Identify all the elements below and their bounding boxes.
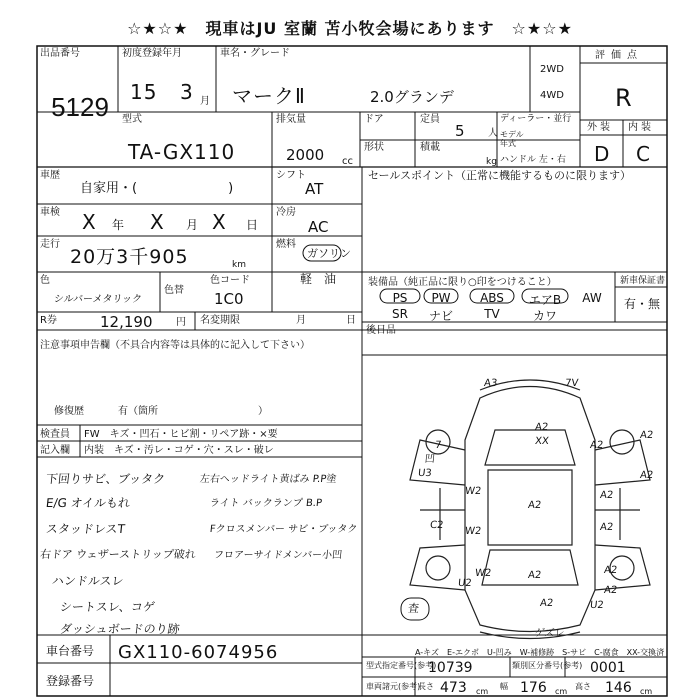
inspection-label: 車検 [40,207,60,218]
mark-5: A2 [589,440,604,451]
equipment-ps: PS [392,291,408,305]
checks-row2-items: 内装 キズ・汚レ・コゲ・穴・スレ・破レ [84,445,274,456]
fuel-label: 燃料 [276,239,296,250]
score-label: 評価点 [595,50,643,61]
mark-3: A2 [534,422,549,433]
mark-2: 7V [564,378,579,389]
equipment-pw: PW [431,291,451,305]
length-value: 473 [440,680,467,696]
fuel-gasoline: ガソリン [307,247,351,260]
interior-value: C [636,142,651,166]
registration-number-label: 登録番号 [46,674,95,688]
registration-month: 3 [180,80,194,104]
fuel-diesel: 軽 油 [300,272,337,286]
mark-9: A2 [599,490,614,501]
repair-value: 有（箇所 ） [118,406,268,417]
equipment-navi: ナビ [428,309,453,323]
color-label: 色 [40,275,50,286]
color-code-label: 色コード [210,275,250,286]
displacement-unit: cc [342,156,353,167]
width-unit: cm [555,687,568,696]
drive-4wd: 4WD [540,90,564,101]
name-change-day: 日 [346,315,356,326]
remark-left-2: E/G オイルもれ [45,496,131,510]
inspection-day: X [212,210,227,234]
remark-right-4: フロアーサイドメンバー小凹 [213,550,343,561]
capacity-value: 5 [455,122,465,140]
lot-label: 出品番号 [40,48,80,59]
name-change-label: 名変期限 [200,315,240,326]
inspection-year-unit: 年 [112,218,125,232]
mark-24: 7 [434,440,442,451]
mark-18: A2 [603,565,618,576]
registration-label: 初度登録年月 [122,48,182,59]
registration-month-unit: 月 [200,96,210,107]
damage-legend: A-キズ E-エクボ U-凹み W-補修跡 S-サビ C-腐食 XX-交換済 [415,648,665,657]
remark-left-7: ダッシュボードのり跡 [59,622,181,636]
recycle-unit: 円 [176,317,186,328]
aircon-value: AC [308,218,329,236]
interior-label: 内装 [628,122,654,133]
history-value: 自家用・( ) [80,181,234,196]
mileage-label: 走行 [40,239,60,250]
remark-left-3: スタッドレスT [45,522,126,536]
width-label: 幅 [500,682,508,691]
checks-row1-items: FW キズ・凹石・ヒビ割・リペア跡・×要 [84,429,278,440]
header-title: ☆★☆★ 現車はJU 室蘭 苫小牧会場にあります ☆★☆★ [127,19,573,38]
remark-left-1: 下回りサビ、ブッタク [45,472,166,486]
repair-label: 修復歴 [54,406,84,417]
dimensions-label: 車両諸元(参考) [366,682,421,691]
chassis-label: 車台番号 [46,644,95,658]
mark-14: C2 [429,520,444,531]
length-label: 長さ [418,682,434,691]
equipment-leather: カワ [532,309,557,323]
mark-15: W2 [474,568,492,579]
mark-19: A2 [603,585,618,596]
type-label: 型式 [122,114,142,125]
lot-number: 5129 [51,92,109,122]
color-value: シルバーメタリック [53,294,143,305]
mark-4: XX [534,436,550,447]
recycle-label: R券 [40,315,57,326]
dealer-label: ディーラー・並行 [500,114,572,124]
drive-2wd: 2WD [540,64,564,75]
height-label: 高さ [575,682,591,691]
exterior-value: D [594,142,611,166]
inspection-day-unit: 日 [246,218,259,232]
equipment-airbag: エアB [528,293,562,307]
designation-value: 10739 [428,660,473,676]
designation-label: 型式指定番号(参考) [366,661,437,670]
remark-left-5: ハンドルスレ [51,574,125,588]
history-label: 車歴 [40,170,60,181]
recycle-value: 12,190 [100,313,153,331]
equipment-label: 装備品（純正品に限り○印をつけること） [368,277,557,288]
model-year-label: モデル 年式 [500,130,524,148]
doors-label: ドア [364,114,384,125]
sales-point-label: セールスポイント（正常に機能するものに限ります） [368,169,632,182]
capacity-label: 定員 [420,114,440,125]
name-change-month: 月 [296,315,306,326]
mark-8: W2 [464,486,482,497]
warranty-label: 新車保証書 [620,276,666,286]
remark-right-3: Fクロスメンバー サビ・ブッタク [209,524,358,535]
load-unit: kg [486,157,497,167]
mark-1: A3 [483,378,498,389]
class-value: 0001 [590,660,626,676]
handle-label: ハンドル 左・右 [500,155,566,165]
aftermarket-label: 後日品 [366,325,396,336]
equipment-sr: SR [392,307,408,321]
equipment-abs: ABS [480,291,504,305]
mark-12: W2 [464,526,482,537]
diagram-stamp: 査 [407,602,420,615]
score-value: R [615,84,633,112]
mark-20: U2 [589,600,605,611]
mark-13: A2 [599,522,614,533]
remark-left-4: 右ドア ウェザーストリップ破れ [39,548,197,561]
mileage-unit: km [232,260,246,270]
model-label: 車名・グレード [220,48,290,59]
mark-7: U3 [417,468,433,479]
remark-right-1: 左右ヘッドライト黄ばみ P.P塗 [199,474,337,485]
height-unit: cm [640,687,653,696]
mark-16: U2 [457,578,473,589]
mileage-value: 20万3千905 [70,246,189,268]
displacement-label: 排気量 [276,114,306,125]
model-name: マークⅡ [232,84,306,108]
exterior-label: 外装 [587,122,613,133]
mark-11: A2 [527,500,542,511]
shift-value: AT [305,180,324,198]
class-label: 類別区分番号(参考) [512,661,583,670]
equipment-tv: TV [484,307,500,321]
model-grade: 2.0グランデ [370,88,454,106]
capacity-unit: 人 [488,128,498,139]
remark-left-6: シートスレ、コゲ [59,600,156,614]
inspection-month: X [150,210,165,234]
aircon-label: 冷房 [276,207,296,218]
chassis-value: GX110-6074956 [118,642,279,663]
mark-21: A2 [539,598,554,609]
load-label: 積載 [420,142,440,153]
mark-10: A2 [639,470,654,481]
mark-22: ゲズレ [534,628,565,639]
inspection-month-unit: 月 [186,218,199,232]
mark-23: 凹 [424,454,436,465]
mark-6: A2 [639,430,654,441]
checks-row1-label: 検査員 [40,429,70,440]
shift-label: シフト [276,170,306,181]
remark-right-2: ライト バックランプ B.P [209,498,323,509]
height-value: 146 [605,680,632,696]
shape-label: 形状 [364,142,384,153]
color-change-label: 色替 [164,285,184,296]
color-code-value: 1C0 [214,290,244,308]
mark-17: A2 [527,570,542,581]
type-value: TA-GX110 [128,140,236,164]
inspection-year: X [82,210,97,234]
checks-row2-label: 記入欄 [40,445,70,456]
notes-label: 注意事項申告欄（不具合内容等は具体的に記入して下さい） [40,340,310,351]
length-unit: cm [476,687,489,696]
width-value: 176 [520,680,547,696]
equipment-aw: AW [582,291,602,305]
warranty-value: 有・無 [624,297,661,311]
displacement-value: 2000 [286,146,325,164]
registration-year: 15 [130,80,158,104]
